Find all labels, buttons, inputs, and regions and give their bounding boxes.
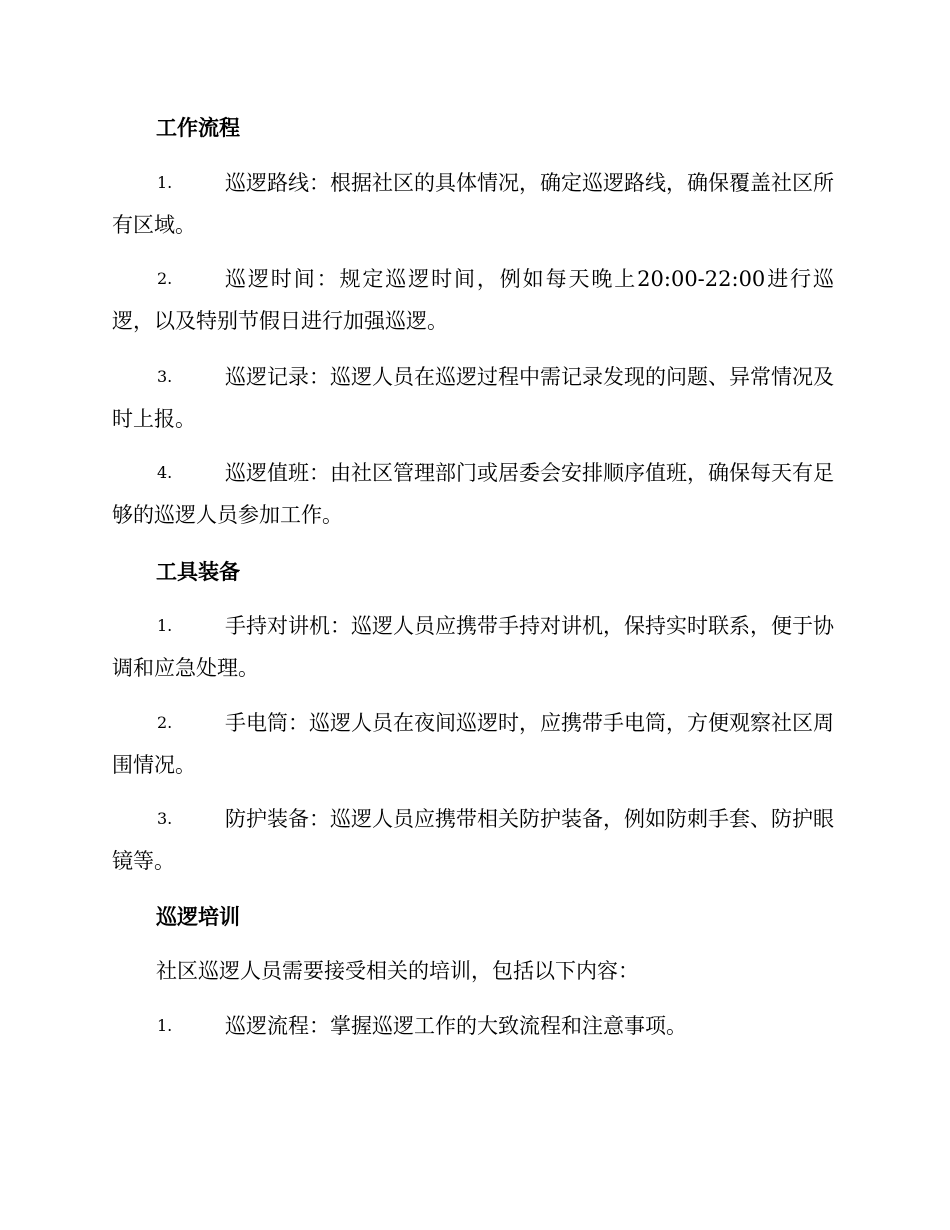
list-item <box>112 356 834 440</box>
section-heading-equipment: 工具装备 <box>156 559 240 584</box>
list-item-number: 1. <box>157 173 173 192</box>
list-item-number: 1. <box>157 616 173 635</box>
list-item <box>112 1005 834 1047</box>
list-item-text: 巡逻时间：规定巡逻时间，例如每天晚上20:00-22:00进行巡逻，以及特别节假日进行加强巡逻。 <box>112 267 834 333</box>
list-item <box>112 605 834 689</box>
list-item-number: 3. <box>157 809 173 828</box>
list-item-number: 3. <box>157 367 173 386</box>
list-item <box>112 702 834 786</box>
list-item-text: 手电筒：巡逻人员在夜间巡逻时，应携带手电筒，方便观察社区周围情况。 <box>112 711 834 777</box>
list-item-text: 巡逻值班：由社区管理部门或居委会安排顺序值班，确保每天有足够的巡逻人员参加工作。 <box>112 461 834 527</box>
list-item-number: 2. <box>157 713 173 732</box>
list-item-text: 巡逻路线：根据社区的具体情况，确定巡逻路线，确保覆盖社区所有区域。 <box>112 171 834 237</box>
section-intro-paragraph: 社区巡逻人员需要接受相关的培训，包括以下内容： <box>156 959 639 983</box>
list-item-number: 4. <box>157 463 173 482</box>
list-item <box>112 452 834 536</box>
list-item-text: 防护装备：巡逻人员应携带相关防护装备，例如防刺手套、防护眼镜等。 <box>112 807 834 873</box>
section-heading-workflow: 工作流程 <box>156 115 240 140</box>
list-item-text: 巡逻流程：掌握巡逻工作的大致流程和注意事项。 <box>225 1014 687 1038</box>
list-item-text: 巡逻记录：巡逻人员在巡逻过程中需记录发现的问题、异常情况及时上报。 <box>112 365 834 431</box>
list-item-number: 2. <box>157 269 173 288</box>
list-item <box>112 798 834 882</box>
list-item <box>112 258 834 342</box>
section-heading-training: 巡逻培训 <box>156 904 240 929</box>
list-item-number: 1. <box>157 1016 173 1035</box>
list-item <box>112 162 834 246</box>
list-item-text: 手持对讲机：巡逻人员应携带手持对讲机，保持实时联系，便于协调和应急处理。 <box>112 614 834 680</box>
